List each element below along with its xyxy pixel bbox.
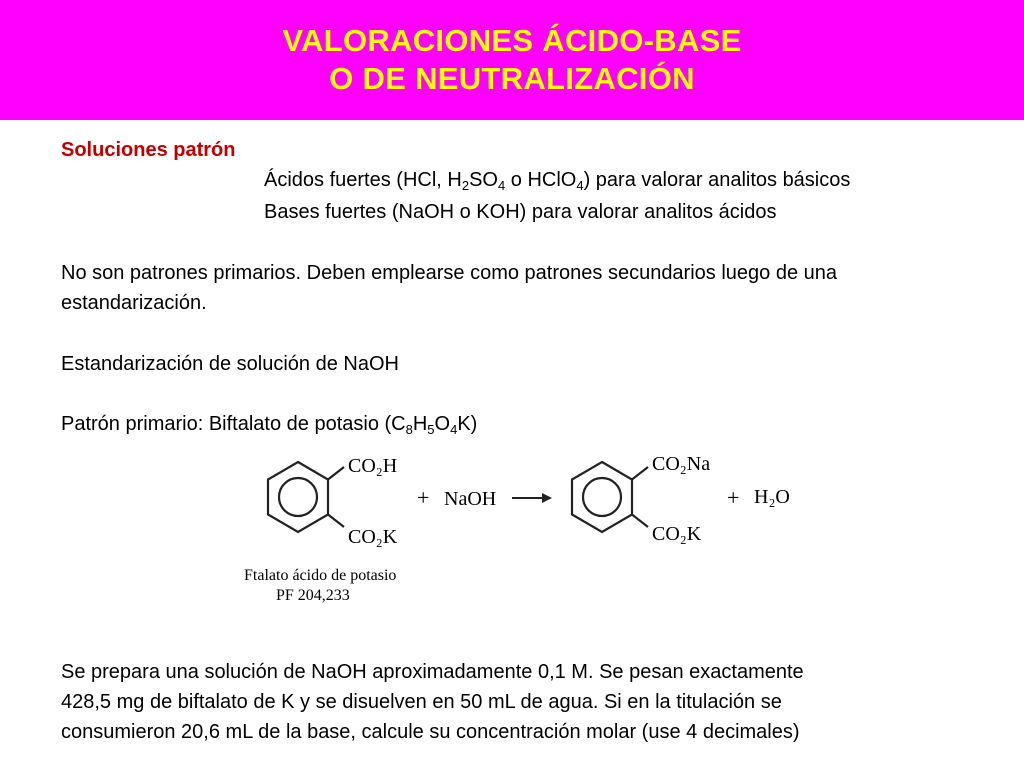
problem-line-2: 428,5 mg de biftalato de K y se disuelven en 50 mL de agua. Si en la titulación se <box>61 691 782 713</box>
water-product: H₂O <box>754 486 790 508</box>
reactant-benzene-ring <box>268 462 344 532</box>
reaction-arrow <box>512 493 552 503</box>
strong-acids-line: Ácidos fuertes (HCl, $H_2SO_4$ o HClO$_4$) para valorar analitos básicos <box>264 169 851 193</box>
plus-sign-2: + <box>727 485 740 510</box>
reactant-name-caption: Ftalato ácido de potasio <box>244 567 397 584</box>
reactant-bottom-group: CO₂K <box>348 526 398 548</box>
standardization-line: Estandarización de solución de NaOH <box>61 353 399 375</box>
problem-line-1: Se prepara una solución de NaOH aproximadamente 0,1 M. Se pesan exactamente <box>61 661 804 683</box>
molar-mass-caption: PF 204,233 <box>276 587 350 604</box>
plus-sign-1: + <box>417 485 430 510</box>
product-bottom-group: CO₂K <box>652 523 702 545</box>
reaction-scheme <box>230 440 810 610</box>
title-line-1: VALORACIONES ÁCIDO-BASE <box>282 23 742 58</box>
title-line-2: O DE NEUTRALIZACIÓN <box>329 61 695 96</box>
reagent-naoh: NaOH <box>444 488 497 510</box>
note-line-2: estandarización. <box>61 292 207 314</box>
product-top-group: CO₂Na <box>652 453 711 475</box>
title-banner <box>0 0 1024 120</box>
reactant-top-group: CO₂H <box>348 455 398 477</box>
note-line-1: No son patrones primarios. Deben emplearse como patrones secundarios luego de una <box>61 262 838 284</box>
strong-bases-line: Bases fuertes (NaOH o KOH) para valorar analitos ácidos <box>264 201 777 223</box>
problem-line-3: consumieron 20,6 mL de la base, calcule su concentración molar (use 4 decimales) <box>61 721 800 743</box>
primary-standard-line: Patrón primario: Biftalato de potasio $(C_8H_5O_4K)$ <box>61 413 478 437</box>
section-heading: Soluciones patrón <box>61 139 236 161</box>
product-benzene-ring <box>572 462 648 532</box>
